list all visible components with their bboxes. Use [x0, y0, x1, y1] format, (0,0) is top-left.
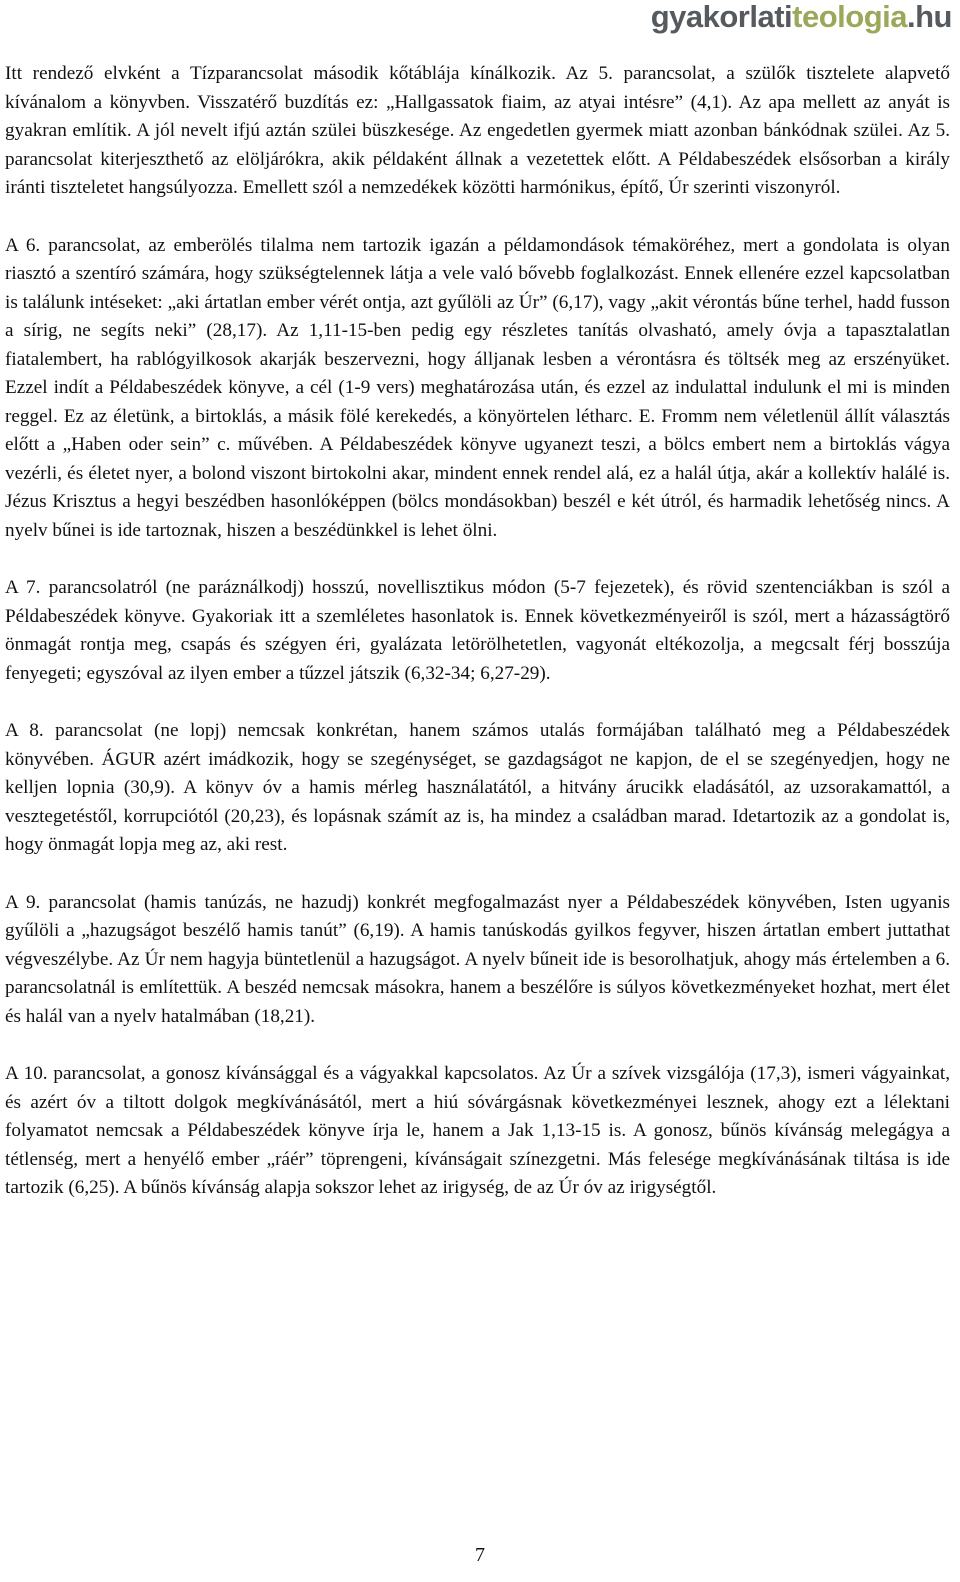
paragraph-commandment-5: Itt rendező elvként a Tízparancsolat második kőtáblája kínálkozik. Az 5. parancsolat, a szülők tisztelete alapvető kívánalom a könyvben. Visszatérő buzdítás ez: „Hallgassatok fiaim, az atyai intésre” (4,1). Az apa mellett az anyát is gyakran említik. A jól nevelt ifjú aztán szülei büszkesége. Az engedetlen gyermek miatt azonban bánkódnak szülei. Az 5. parancsolat kiterjeszthető az elöljárókra, akik példaként állnak a vezetettek előtt. A Példabeszédek elsősorban a király iránti tiszteletet hangsúlyozza. Emellett szól a nemzedékek közötti harmónikus, építő, Úr szerinti viszonyról.	[5, 63, 950, 198]
paragraph-commandment-9: A 9. parancsolat (hamis tanúzás, ne hazudj) konkrét megfogalmazást nyer a Példabeszédek könyvében, Isten ugyanis gyűlöli a „hazugságot beszélő hamis tanút” (6,19). A hamis tanúskodás gyilkos fegyver, hiszen ártatlan embert juttathat végveszélybe. Az Úr nem hagyja büntetlenül a hazugságot. A nyelv bűneit ide is besorolhatjuk, ahogy más értelemben a 6. parancsolatnál is említettük. A beszéd nemcsak másokra, hanem a beszélőre is súlyos következményeket hozhat, mert élet és halál van a nyelv hatalmában (18,21).	[5, 891, 950, 1027]
logo-text-part1: gyakorlati	[650, 0, 793, 34]
paragraph-commandment-6: A 6. parancsolat, az emberölés tilalma nem tartozik igazán a példamondások témaköréhez, mert a gondolata is olyan riasztó a szentíró számára, hogy szükségtelennek látja a vele való bővebb foglalkozást. Ennek ellenére ezzel kapcsolatban is találunk intéseket: „aki ártatlan ember vérét ontja, azt gyűlöli az Úr” (6,17), vagy „akit vérontás bűne terhel, hadd fusson a sírig, ne segíts neki” (28,17). Az 1,11-15-ben pedig egy részletes tanítás olvasható, amely óvja a tapasztalatlan fiatalembert, ha rablógyilkosok akarják beszervezni, hogy álljanak lesben a vérontásra és töltsék meg az erszényüket. Ezzel indít a Példabeszédek könyve, a cél (1-9 vers) meghatározása után, és ezzel az indulattal indulunk el mi is minden reggel. Ez az életünk, a birtoklás, a másik fölé kerekedés, a könyörtelen létharc. E. Fromm nem véletlenül állít választás előtt a „Haben oder sein” c. művében. A Példabeszédek könyve ugyanezt teszi, a bölcs embert nem a birtoklás vágya vezérli, és életet nyer, a bolond viszont birtokolni akar, mindent ennek rendel alá, ez a halál útja, akár a kollektív halálé is. Jézus Krisztus a hegyi beszédben hasonlóképpen (bölcs mondásokban) beszél e két útról, és harmadik lehetőség nincs. A nyelv bűnei is ide tartoznak, hiszen a beszédünkkel is lehet ölni.	[5, 234, 950, 541]
site-logo	[651, 0, 952, 34]
paragraph-commandment-8: A 8. parancsolat (ne lopj) nemcsak konkrétan, hanem számos utalás formájában található meg a Példabeszédek könyvében. ÁGUR azért imádkozik, hogy se szegénységet, se gazdagságot ne kapjon, de el se szegényedjen, hogy ne kelljen lopnia (30,9). A könyv óv a hamis mérleg használatától, a hitvány árucikk eladásától, az uzsorakamattól, a vesztegetéstől, korrupciótól (20,23), és lopásnak számít az is, ha mindez a családban marad. Idetartozik az a gondolat is, hogy önmagát lopja meg az, aki rest.	[5, 720, 950, 855]
paragraph-commandment-7: A 7. parancsolatról (ne paráználkodj) hosszú, novellisztikus módon (5-7 fejezetek), és rövid szentenciákban is szól a Példabeszédek könyve. Gyakoriak itt a szemléletes hasonlatok is. Ennek következményeiről is szól, mert a házasságtörő önmagát rontja meg, csapás és szégyen éri, gyalázata letörölhetetlen, vagyonát eltékozolja, a megcsalt férj bosszúja fenyegeti; egyszóval az ilyen ember a tűzzel játszik (6,32-34; 6,27-29).	[5, 577, 950, 684]
document-body	[5, 60, 950, 1232]
paragraph-commandment-10: A 10. parancsolat, a gonosz kívánsággal és a vágyakkal kapcsolatos. Az Úr a szívek vizsgálója (17,3), ismeri vágyainkat, és azért óv a tiltott dolgok megkívánásától, mert a hiú sóvárgásnak következményei lesznek, ahogy ezt a lélektani folyamatot nemcsak a Példabeszédek könyve írja le, hanem a Jak 1,13-15 is. A gonosz, bűnös kívánság melegágya a tétlenség, mert a henyélő ember „ráér” töprengeni, kívánságait színezgetni. Más felesége megkívánásának tiltása is ide tartozik (6,25). A bűnös kívánság alapja sokszor lehet az irigység, de az Úr óv az irigységtől.	[5, 1063, 950, 1198]
page-number: 7	[475, 1544, 485, 1566]
logo-text-part2: teologia	[792, 0, 907, 34]
logo-text-part3: .hu	[907, 0, 952, 34]
